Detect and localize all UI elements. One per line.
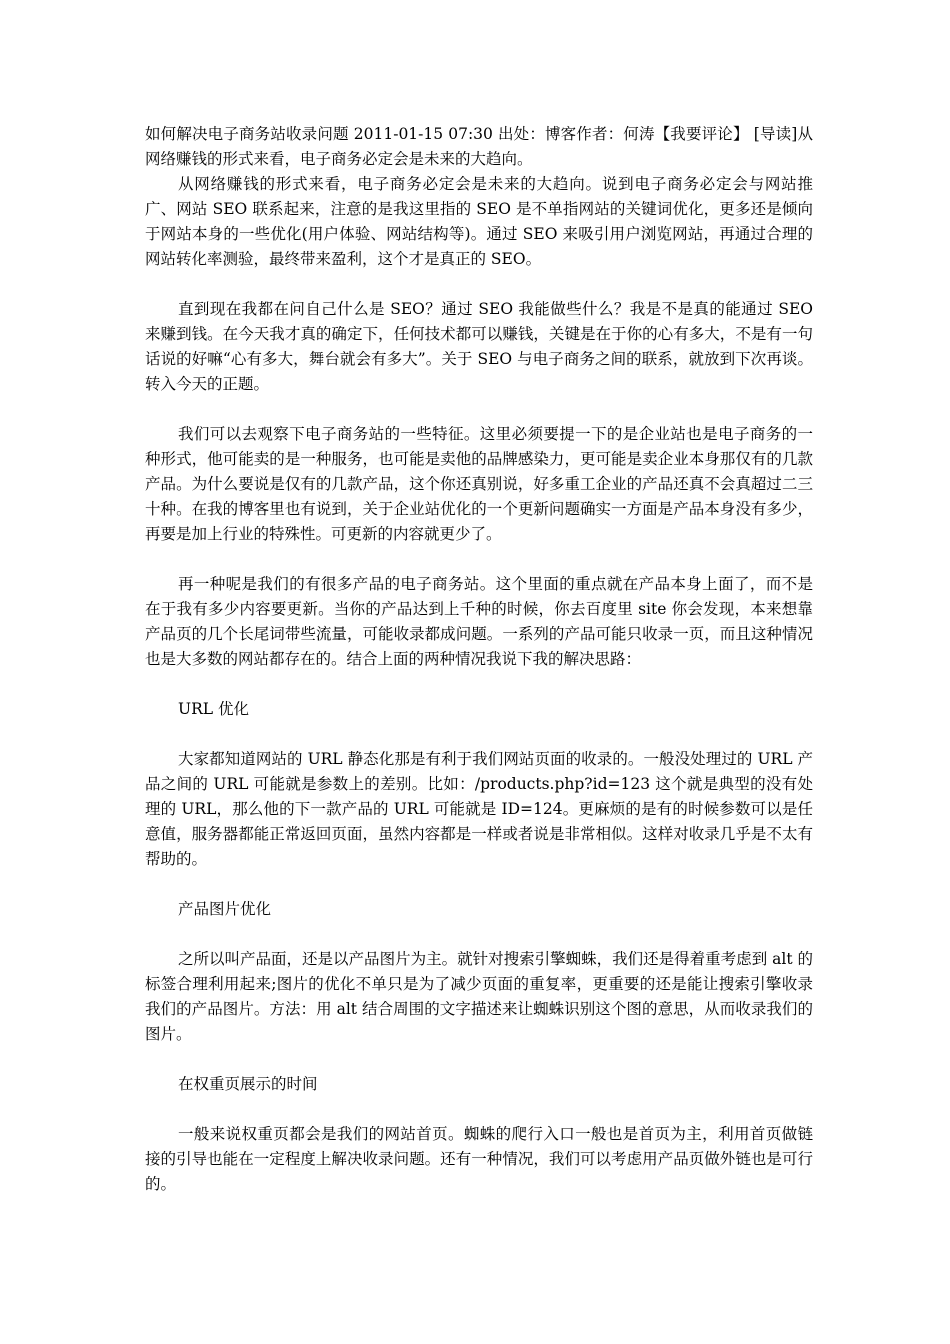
paragraph-image-alt: 之所以叫产品面，还是以产品图片为主。就针对搜索引擎蜘蛛，我们还是得着重考虑到 alt 的标签合理利用起来;图片的优化不单只是为了减少页面的重复率，更重要的还是能让搜索引擎收录我们的产品图片。方法：用 alt 结合周围的文字描述来让蜘蛛识别这个图的意思，从而收录我们的图片。 — [145, 950, 813, 1043]
document-page — [145, 122, 813, 1197]
paragraph-url-static: 大家都知道网站的 URL 静态化那是有利于我们网站页面的收录的。一般没处理过的 URL 产品之间的 URL 可能就是参数上的差别。比如：/products.php?id=123 这个就是典型的没有处理的 URL，那么他的下一款产品的 URL 可能就是 ID=124。更麻烦的是有的时候参数可以是任意值，服务器都能正常返回页面，虽然内容都是一样或者说是非常相似。这样对收录几乎是不太有帮助的。 — [145, 750, 813, 868]
header-line: 如何解决电子商务站收录问题 2011-01-15 07:30 出处：博客作者：何涛【我要评论】 [导读]从网络赚钱的形式来看，电子商务必定会是未来的大趋向。 — [145, 125, 813, 168]
paragraph-site-features: 我们可以去观察下电子商务站的一些特征。这里必须要提一下的是企业站也是电子商务的一种形式，他可能卖的是一种服务，也可能是卖他的品牌感染力，更可能是卖企业本身那仅有的几款产品。为什么要说是仅有的几款产品，这个你还真别说，好多重工企业的产品还真不会真超过二三十种。在我的博客里也有说到，关于企业站优化的一个更新问题确实一方面是产品本身没有多少，再要是加上行业的特殊性。可更新的内容就更少了。 — [145, 425, 813, 543]
paragraph-homepage-links: 一般来说权重页都会是我们的网站首页。蜘蛛的爬行入口一般也是首页为主，利用首页做链接的引导也能在一定程度上解决收录问题。还有一种情况，我们可以考虑用产品页做外链也是可行的。 — [145, 1125, 813, 1193]
heading-image-optimization: 产品图片优化 — [178, 900, 272, 918]
heading-weight-page: 在权重页展示的时间 — [178, 1075, 318, 1093]
paragraph-intro: 从网络赚钱的形式来看，电子商务必定会是未来的大趋向。说到电子商务必定会与网站推广、网站 SEO 联系起来，注意的是我这里指的 SEO 是不单指网站的关键词优化，更多还是倾向于网站本身的一些优化(用户体验、网站结构等)。通过 SEO 来吸引用户浏览网站，再通过合理的网站转化率测验，最终带来盈利，这个才是真正的 SEO。 — [145, 175, 813, 268]
paragraph-many-products: 再一种呢是我们的有很多产品的电子商务站。这个里面的重点就在产品本身上面了，而不是在于我有多少内容要更新。当你的产品达到上千种的时候，你去百度里 site 你会发现，本来想靠产品页的几个长尾词带些流量，可能收录都成问题。一系列的产品可能只收录一页，而且这种情况也是大多数的网站都存在的。结合上面的两种情况我说下我的解决思路： — [145, 575, 813, 668]
paragraph-seo-question: 直到现在我都在问自己什么是 SEO？通过 SEO 我能做些什么？我是不是真的能通过 SEO 来赚到钱。在今天我才真的确定下，任何技术都可以赚钱，关键是在于你的心有多大，不是有一句话说的好嘛“心有多大，舞台就会有多大”。关于 SEO 与电子商务之间的联系，就放到下次再谈。转入今天的正题。 — [145, 300, 813, 393]
heading-url-optimization: URL 优化 — [178, 700, 249, 718]
